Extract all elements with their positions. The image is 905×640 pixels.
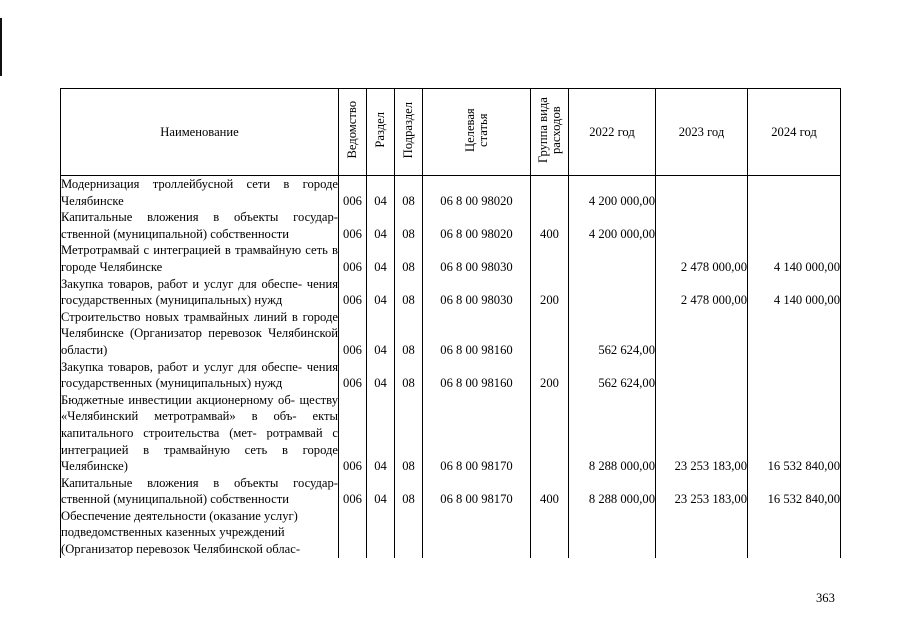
row-name: Капитальные вложения в объекты государ- ственной (муниципальной) собственности [61, 210, 338, 241]
row-name: Закупка товаров, работ и услуг для обеспе- чения государственных (муниципальных) нужд [61, 276, 338, 308]
row-expense-group [531, 242, 569, 275]
row-section: 04 [367, 475, 395, 508]
row-amount-2024 [748, 209, 841, 242]
header-2022: 2022 год [569, 89, 656, 176]
row-department: 006 [339, 176, 367, 210]
row-expense-group: 200 [531, 359, 569, 392]
row-amount-2022 [569, 242, 656, 275]
row-amount-2023: 23 253 183,00 [656, 392, 748, 475]
row-subsection: 08 [395, 359, 423, 392]
budget-table [60, 88, 841, 558]
row-target-article: 06 8 00 98160 [423, 359, 531, 392]
row-amount-2022: 4 200 000,00 [569, 209, 656, 242]
row-amount-2022 [569, 508, 656, 558]
table-row [61, 309, 841, 359]
table-header-row [61, 89, 841, 176]
table-row [61, 475, 841, 508]
row-expense-group [531, 176, 569, 210]
row-amount-2023 [656, 309, 748, 359]
table-row [61, 276, 841, 309]
row-amount-2023 [656, 209, 748, 242]
row-target-article: 06 8 00 98030 [423, 242, 531, 275]
table-row [61, 359, 841, 392]
header-target-article: Целевая статья [423, 89, 531, 176]
row-name: Метротрамвай с интеграцией в трамвайную сеть в городе Челябинске [61, 243, 338, 274]
row-section: 04 [367, 309, 395, 359]
row-name: Модернизация троллейбусной сети в городе Челябинске [61, 177, 338, 208]
row-department: 006 [339, 475, 367, 508]
row-department [339, 508, 367, 558]
row-name: Закупка товаров, работ и услуг для обеспе- чения государственных (муниципальных) нужд [61, 359, 338, 391]
row-amount-2023 [656, 176, 748, 210]
row-amount-2024: 16 532 840,00 [748, 392, 841, 475]
row-subsection [395, 508, 423, 558]
row-amount-2024 [748, 359, 841, 392]
row-expense-group [531, 392, 569, 475]
row-target-article: 06 8 00 98020 [423, 209, 531, 242]
margin-line [0, 18, 2, 76]
row-subsection: 08 [395, 176, 423, 210]
row-name: Строительство новых трамвайных линий в городе Челябинске (Организатор перевозок Челябинской области) [61, 309, 338, 357]
row-amount-2023: 2 478 000,00 [656, 242, 748, 275]
row-name: Капитальные вложения в объекты государ- ственной (муниципальной) собственности [61, 475, 338, 507]
row-expense-group: 200 [531, 276, 569, 309]
row-department: 006 [339, 242, 367, 275]
row-subsection: 08 [395, 242, 423, 275]
row-amount-2024: 4 140 000,00 [748, 276, 841, 309]
row-amount-2022: 8 288 000,00 [569, 392, 656, 475]
table-row [61, 242, 841, 275]
row-amount-2023 [656, 359, 748, 392]
row-subsection: 08 [395, 276, 423, 309]
row-amount-2022: 562 624,00 [569, 309, 656, 359]
row-target-article: 06 8 00 98030 [423, 276, 531, 309]
row-expense-group: 400 [531, 209, 569, 242]
row-expense-group [531, 508, 569, 558]
header-expense-group: Группа вида расходов [531, 89, 569, 176]
row-subsection: 08 [395, 392, 423, 475]
row-amount-2022: 8 288 000,00 [569, 475, 656, 508]
row-target-article: 06 8 00 98170 [423, 392, 531, 475]
row-target-article: 06 8 00 98170 [423, 475, 531, 508]
row-amount-2024 [748, 508, 841, 558]
row-subsection: 08 [395, 475, 423, 508]
row-target-article: 06 8 00 98160 [423, 309, 531, 359]
row-amount-2022: 562 624,00 [569, 359, 656, 392]
row-section: 04 [367, 392, 395, 475]
row-amount-2023: 23 253 183,00 [656, 475, 748, 508]
table-row [61, 176, 841, 210]
row-section: 04 [367, 359, 395, 392]
header-2023: 2023 год [656, 89, 748, 176]
row-name: Обеспечение деятельности (оказание услуг) подведомственных казенных учреждений (Организатор перевозок Челябинской облас- [61, 508, 339, 558]
row-amount-2024: 4 140 000,00 [748, 242, 841, 275]
row-section: 04 [367, 276, 395, 309]
row-amount-2024 [748, 309, 841, 359]
row-amount-2023: 2 478 000,00 [656, 276, 748, 309]
header-2024: 2024 год [748, 89, 841, 176]
page-number: 363 [816, 591, 835, 605]
row-department: 006 [339, 359, 367, 392]
row-department: 006 [339, 392, 367, 475]
row-target-article [423, 508, 531, 558]
row-amount-2022: 4 200 000,00 [569, 176, 656, 210]
row-name: Бюджетные инвестиции акционерному об- ществу «Челябинский метротрамвай» в объ- екты капитального строительства (мет- ротрамвай с интеграцией в трамвайную сеть в городе Челябинске) [61, 392, 338, 474]
row-department: 006 [339, 276, 367, 309]
row-subsection: 08 [395, 309, 423, 359]
row-section [367, 508, 395, 558]
row-department: 006 [339, 209, 367, 242]
row-section: 04 [367, 176, 395, 210]
row-amount-2022 [569, 276, 656, 309]
row-expense-group [531, 309, 569, 359]
header-section: Раздел [367, 89, 395, 176]
row-department: 006 [339, 309, 367, 359]
table-row [61, 209, 841, 242]
row-amount-2024: 16 532 840,00 [748, 475, 841, 508]
row-amount-2024 [748, 176, 841, 210]
header-name: Наименование [61, 89, 339, 176]
row-amount-2023 [656, 508, 748, 558]
row-expense-group: 400 [531, 475, 569, 508]
table-row [61, 392, 841, 475]
row-section: 04 [367, 242, 395, 275]
row-subsection: 08 [395, 209, 423, 242]
header-subsection: Подраздел [395, 89, 423, 176]
row-target-article: 06 8 00 98020 [423, 176, 531, 210]
row-section: 04 [367, 209, 395, 242]
table-row [61, 508, 841, 558]
header-department: Ведомство [339, 89, 367, 176]
